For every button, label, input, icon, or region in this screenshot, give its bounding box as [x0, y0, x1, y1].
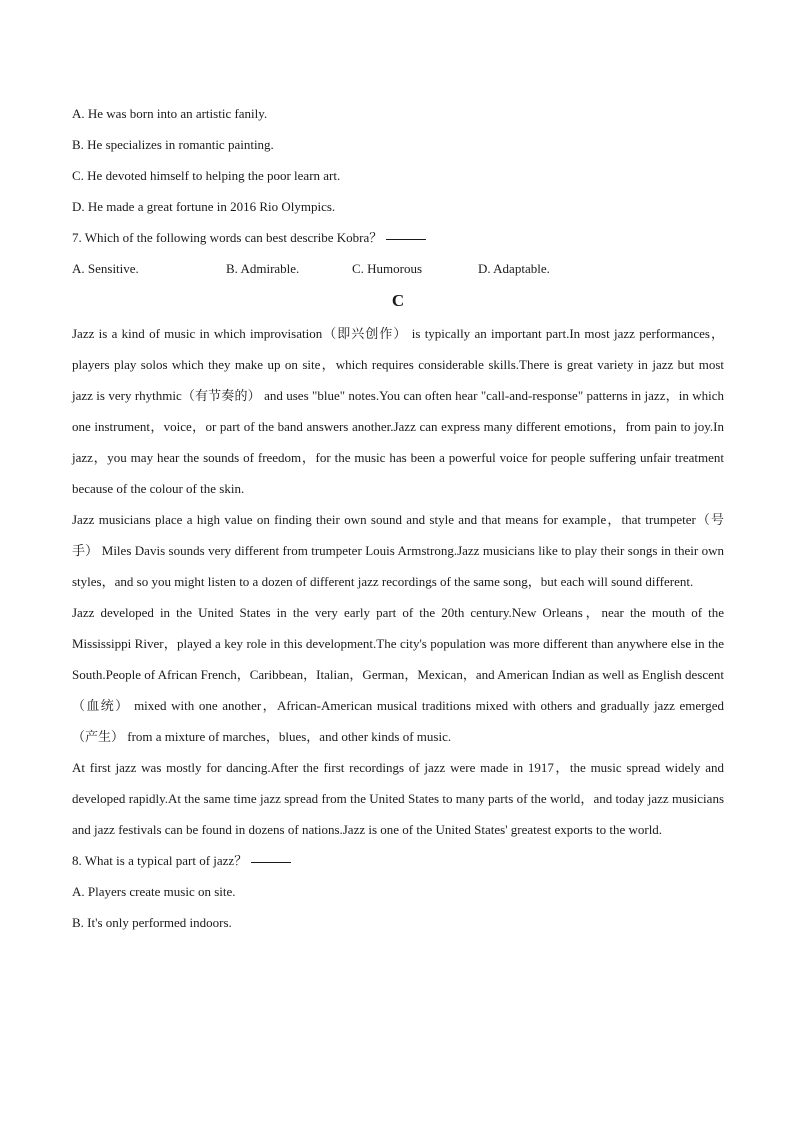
- q7-option-c: C. Humorous: [352, 261, 423, 276]
- passage-paragraph-3: Jazz developed in the United States in the very early part of the 20th century.New Orleans，near the mouth of the Mississippi River，played a key role in this development.The city's population was more different than anywhere else in the South.People of African French，Caribbean，Italian，German，Mexican，and American Indian as well as English descent（血统） mixed with one another，African-American musical traditions mixed with others and gradually jazz emerged（产生） from a mixture of marches，blues，and other kinds of music.: [72, 605, 724, 744]
- q7-option-a: A. Sensitive.: [72, 261, 139, 276]
- passage-paragraph-4: At first jazz was mostly for dancing.After the first recordings of jazz were made in 1917，the music spread widely and developed rapidly.At the same time jazz spread from the United States to many parts of the world，and today jazz musicians and jazz festivals can be found in dozens of nations.Jazz is one of the United States' greatest exports to the world.: [72, 760, 724, 837]
- q7-option-d: D. Adaptable.: [478, 261, 550, 276]
- section-title: C: [391, 291, 405, 310]
- q6-option-a: A. He was born into an artistic fanily.: [72, 106, 268, 121]
- document-page: [72, 98, 724, 938]
- q8-question: 8. What is a typical part of jazz？: [72, 853, 248, 868]
- q7-options: [72, 253, 724, 284]
- q6-option-d: D. He made a great fortune in 2016 Rio Olympics.: [72, 199, 336, 214]
- q8-question-line: [72, 845, 724, 876]
- q6-option-c: C. He devoted himself to helping the poor learn art.: [72, 168, 341, 183]
- q8-option-b: B. It's only performed indoors.: [72, 915, 232, 930]
- passage-paragraph-1: Jazz is a kind of music in which improvisation（即兴创作） is typically an important part.In most jazz performances，players play solos which they make up on site，which requires considerable skills.There is great variety in jazz but most jazz is very rhythmic（有节奏的） and uses "blue" notes.You can often hear "call-and-response" patterns in jazz，in which one instrument，voice，or part of the band answers another.Jazz can express many different emotions，from pain to joy.In jazz，you may hear the sounds of freedom，for the music has been a powerful voice for people suffering unfair treatment because of the colour of the skin.: [72, 326, 724, 496]
- answer-blank: [251, 861, 291, 863]
- passage-paragraph-2: Jazz musicians place a high value on finding their own sound and style and that means for example，that trumpeter（号手） Miles Davis sounds very different from trumpeter Louis Armstrong.Jazz musicians like to play their songs in their own styles，and so you might listen to a dozen of different jazz recordings of the same song，but each will sound different.: [72, 512, 724, 589]
- answer-blank: [386, 238, 426, 240]
- q7-question: 7. Which of the following words can best describe Kobra？: [72, 230, 383, 245]
- q7-question-line: [72, 222, 724, 253]
- q7-option-b: B. Admirable.: [226, 261, 300, 276]
- q8-option-a: A. Players create music on site.: [72, 884, 236, 899]
- q6-option-b: B. He specializes in romantic painting.: [72, 137, 274, 152]
